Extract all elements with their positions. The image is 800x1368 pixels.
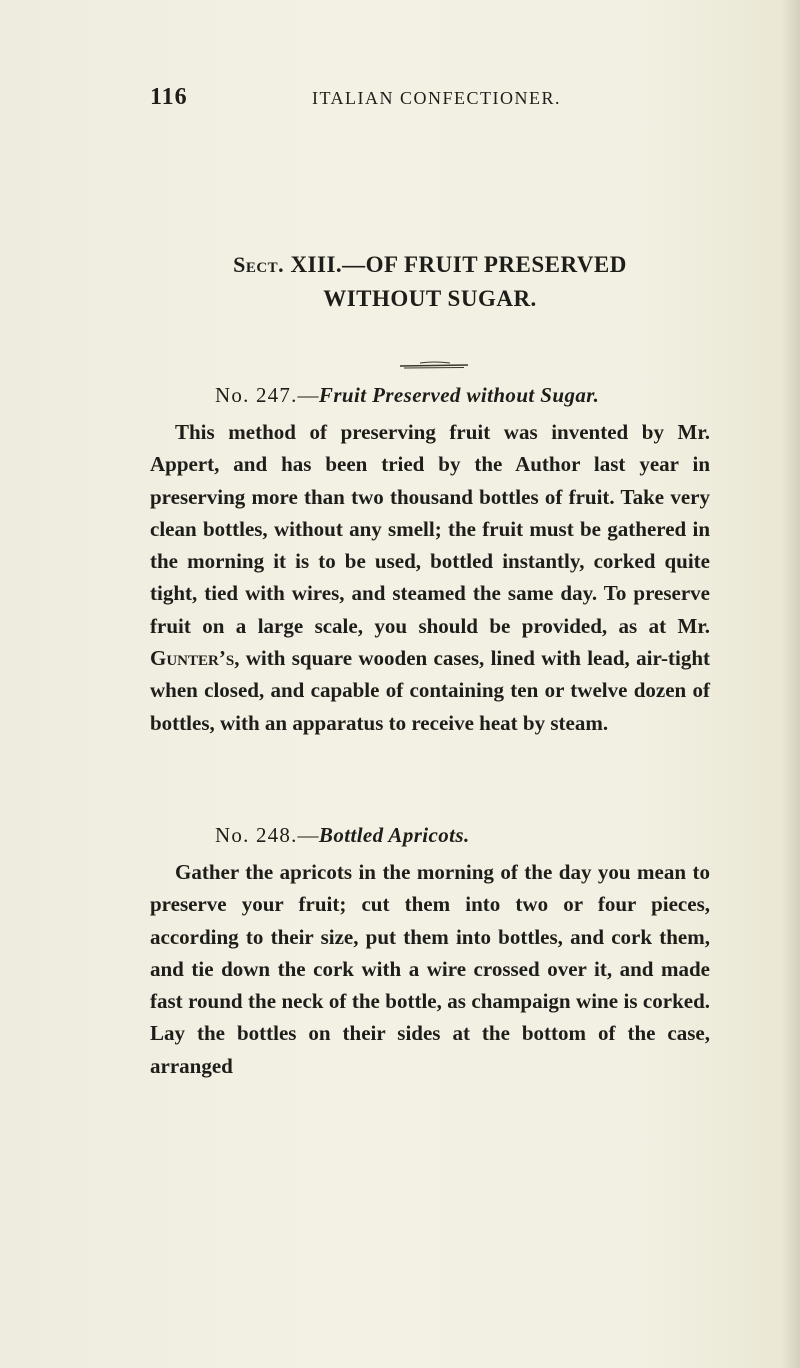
ornament-rule-icon (398, 360, 470, 370)
small-caps-name: Gunter’s (150, 646, 235, 671)
paragraph-text-continued: , with square wooden cases, lined with lead, air-tight when closed, and capable of containing ten or twelve dozen of bottles, with an apparatus to receive heat by steam. (150, 646, 710, 735)
section-title-part-1: XIII.—OF FRUIT PRESERVED (290, 252, 627, 277)
entry-title-248 (215, 823, 470, 848)
section-heading (150, 248, 710, 316)
entry-paragraph-248: Gather the apricots in the morning of the day you mean to preserve your fruit; cut them into two or four pieces, according to their size, put them into bottles, and cork them, and tie down the cork with a wire crossed over it, and made fast round the neck of the bottle, as champaign wine is corked. Lay the bottles on their sides at the bottom of the case, arranged (150, 860, 710, 1078)
section-prefix: Sect. (233, 252, 285, 277)
entry-paragraph-247 (150, 416, 710, 739)
page-number: 116 (150, 84, 188, 110)
section-title-part-2: WITHOUT SUGAR. (323, 286, 537, 311)
entry-number: No. 248. (215, 823, 298, 847)
section-heading-line-1 (150, 248, 710, 282)
entry-dash: — (297, 383, 319, 407)
running-head (150, 84, 710, 114)
entry-dash: — (297, 823, 319, 847)
page-edge-shadow (782, 0, 800, 1368)
entry-name: Bottled Apricots. (318, 823, 470, 847)
running-title: ITALIAN CONFECTIONER. (312, 88, 562, 108)
paragraph-text: This method of preserving fruit was invented by Mr. Appert, and has been tried by the Author last year in preserving more than two thousand bottles of fruit. Take very clean bottles, without any smell; the fruit must be gathered in the morning it is to be used, bottled instantly, corked quite tight, tied with wires, and steamed the same day. To preserve fruit on a large scale, you should be provided, as at Mr. (150, 420, 710, 638)
entry-number: No. 247. (215, 383, 298, 407)
entry-name: Fruit Preserved without Sugar. (318, 383, 600, 407)
entry-title-247 (215, 383, 599, 408)
